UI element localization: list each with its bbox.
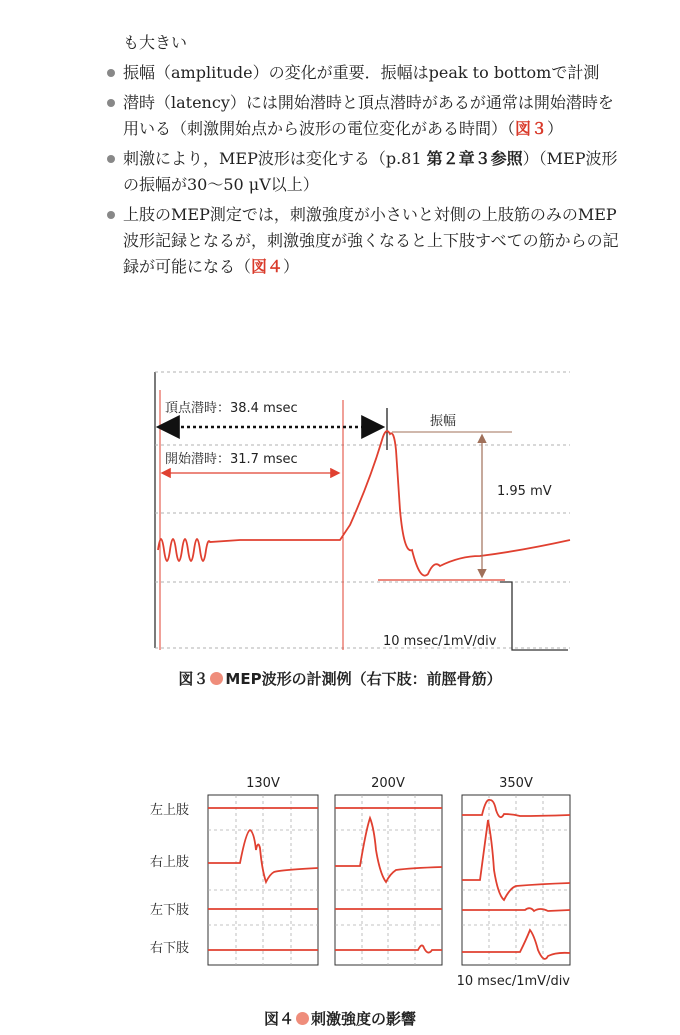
onset-latency-label: 開始潜時：31.7 msec xyxy=(165,452,298,467)
figure4-caption-number: 図４ xyxy=(263,1010,294,1028)
caption-bullet-icon xyxy=(210,672,223,685)
bullet-text-end: ） xyxy=(283,257,300,276)
figure4-caption-text: 刺激強度の影響 xyxy=(311,1010,417,1028)
column-header-200v: 200V xyxy=(371,776,405,791)
body-text xyxy=(105,30,625,284)
bullet-icon xyxy=(107,211,115,219)
column-header-350v: 350V xyxy=(499,776,533,791)
bullet-item xyxy=(105,60,625,86)
column-header-130v: 130V xyxy=(246,776,280,791)
figure3-scale-label: 10 msec/1mV/div xyxy=(383,634,497,649)
figure4-caption xyxy=(0,1008,680,1029)
figure-reference-link[interactable]: 図３ xyxy=(515,119,548,138)
panel-350v xyxy=(462,795,570,965)
figure3-caption xyxy=(0,668,680,689)
bullet-text: 振幅（amplitude）の変化が重要．振幅はpeak to bottomで計測 xyxy=(123,63,600,82)
bullet-icon xyxy=(107,155,115,163)
bullet-text-end: ）（MEP波形の振幅が30～50 μV以上） xyxy=(123,149,618,194)
row-label-right-arm: 右上肢 xyxy=(150,855,190,870)
bullet-text: 上肢のMEP測定では，刺激強度が小さいと対側の上肢筋のみのMEP波形記録となるが，刺激強度が強くなると上下肢すべての筋からの記録が可能になる（ xyxy=(123,205,619,276)
figure3-caption-number: 図３ xyxy=(178,670,209,688)
bullet-text-end: ） xyxy=(547,119,564,138)
bullet-text: 刺激により，MEP波形は変化する（p.81 xyxy=(123,149,427,168)
bullet-item xyxy=(105,202,625,280)
row-label-right-leg: 右下肢 xyxy=(150,941,190,956)
row-label-left-leg: 左下肢 xyxy=(150,903,190,918)
figure-reference-link[interactable]: 図４ xyxy=(251,257,284,276)
figure4-stimulus-diagram xyxy=(0,770,680,995)
amplitude-value: 1.95 mV xyxy=(497,484,552,499)
bullet-icon xyxy=(107,99,115,107)
continuation-line: も大きい xyxy=(123,33,188,52)
figure3-mep-diagram xyxy=(0,360,680,660)
figure3-caption-text: MEP波形の計測例（右下肢：前脛骨筋） xyxy=(225,670,502,688)
panel-200v xyxy=(335,795,442,965)
amplitude-label: 振幅 xyxy=(430,414,457,429)
bullet-item xyxy=(105,146,625,198)
row-label-left-arm: 左上肢 xyxy=(150,803,190,818)
panel-130v xyxy=(208,795,318,965)
chapter-reference-link[interactable]: 第２章３参照 xyxy=(426,149,523,168)
figure4-scale-label: 10 msec/1mV/div xyxy=(456,974,570,989)
peak-latency-label: 頂点潜時：38.4 msec xyxy=(165,401,298,416)
scale-bar xyxy=(500,582,568,650)
bullet-item xyxy=(105,90,625,142)
bullet-text: 潜時（latency）には開始潜時と頂点潜時があるが通常は開始潜時を用いる（刺激開始点から波形の電位変化がある時間）（ xyxy=(123,93,614,138)
bullet-icon xyxy=(107,69,115,77)
caption-bullet-icon xyxy=(296,1012,309,1025)
